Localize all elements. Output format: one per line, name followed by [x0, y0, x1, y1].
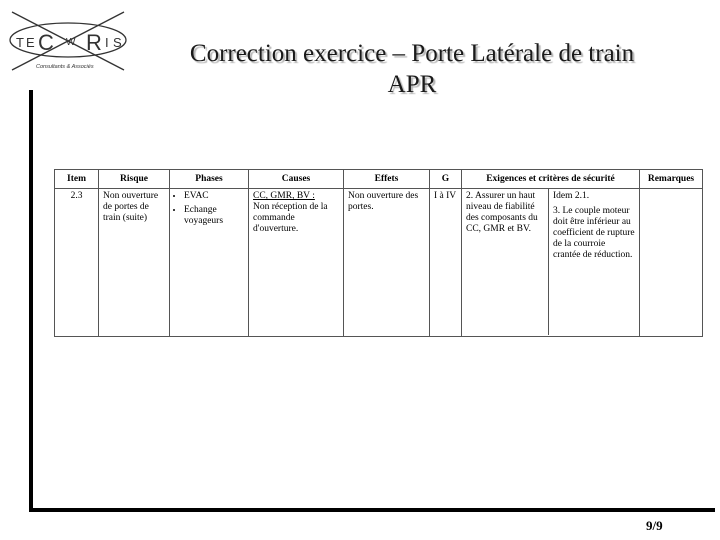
cell-exigences	[462, 189, 640, 337]
left-border-bar	[29, 90, 33, 510]
logo-letter-c: C	[38, 30, 54, 55]
causes-source: CC, GMR, BV :	[253, 191, 315, 201]
logo-letter-i: I	[105, 35, 109, 50]
apr-table-container	[54, 169, 702, 337]
logo-subtitle: Consultants & Associés	[36, 64, 94, 70]
tecwris-logo	[6, 8, 130, 74]
exigences-couple	[549, 189, 639, 335]
apr-table	[54, 169, 703, 337]
table-row	[55, 189, 703, 337]
slide-title-line1: Correction exercice – Porte Latérale de train	[189, 40, 635, 67]
slide-title-line2: APR	[387, 71, 437, 98]
cell-gravite: I à IV	[430, 189, 462, 337]
logo-letter-e: E	[26, 35, 35, 50]
exigences-couple-text: 3. Le couple moteur doit être inférieur au coefficient de rupture de la courroie crantée de réduction.	[553, 206, 635, 260]
phase-item: • Echange voyageurs	[184, 205, 244, 227]
header-exigences: Exigences et critères de sécurité	[462, 170, 640, 189]
bottom-border-bar	[29, 508, 715, 512]
causes-description: Non réception de la commande d'ouverture.	[253, 202, 328, 234]
logo-letter-w: W	[66, 37, 76, 48]
cell-effets: Non ouverture des portes.	[344, 189, 430, 337]
header-item: Item	[55, 170, 99, 189]
logo-letter-s: S	[113, 35, 122, 50]
cell-risque: Non ouverture de portes de train (suite)	[99, 189, 170, 337]
slide-title	[132, 38, 692, 100]
header-risque: Risque	[99, 170, 170, 189]
header-effets: Effets	[344, 170, 430, 189]
header-causes: Causes	[249, 170, 344, 189]
header-phases: Phases	[170, 170, 249, 189]
header-remarques: Remarques	[640, 170, 703, 189]
logo-letter-r: R	[86, 30, 102, 55]
exigences-idem: Idem 2.1.	[553, 191, 590, 201]
page-number: 9/9	[646, 518, 663, 533]
logo-letter-t: T	[16, 35, 24, 50]
cell-remarques	[640, 189, 703, 337]
cell-causes	[249, 189, 344, 337]
header-g: G	[430, 170, 462, 189]
cell-phases	[170, 189, 249, 337]
exigences-fiabilite: 2. Assurer un haut niveau de fiabilité des composants du CC, GMR et BV.	[462, 189, 549, 335]
table-header-row	[55, 170, 703, 189]
phase-item: • EVAC	[184, 191, 244, 202]
cell-item: 2.3	[55, 189, 99, 337]
